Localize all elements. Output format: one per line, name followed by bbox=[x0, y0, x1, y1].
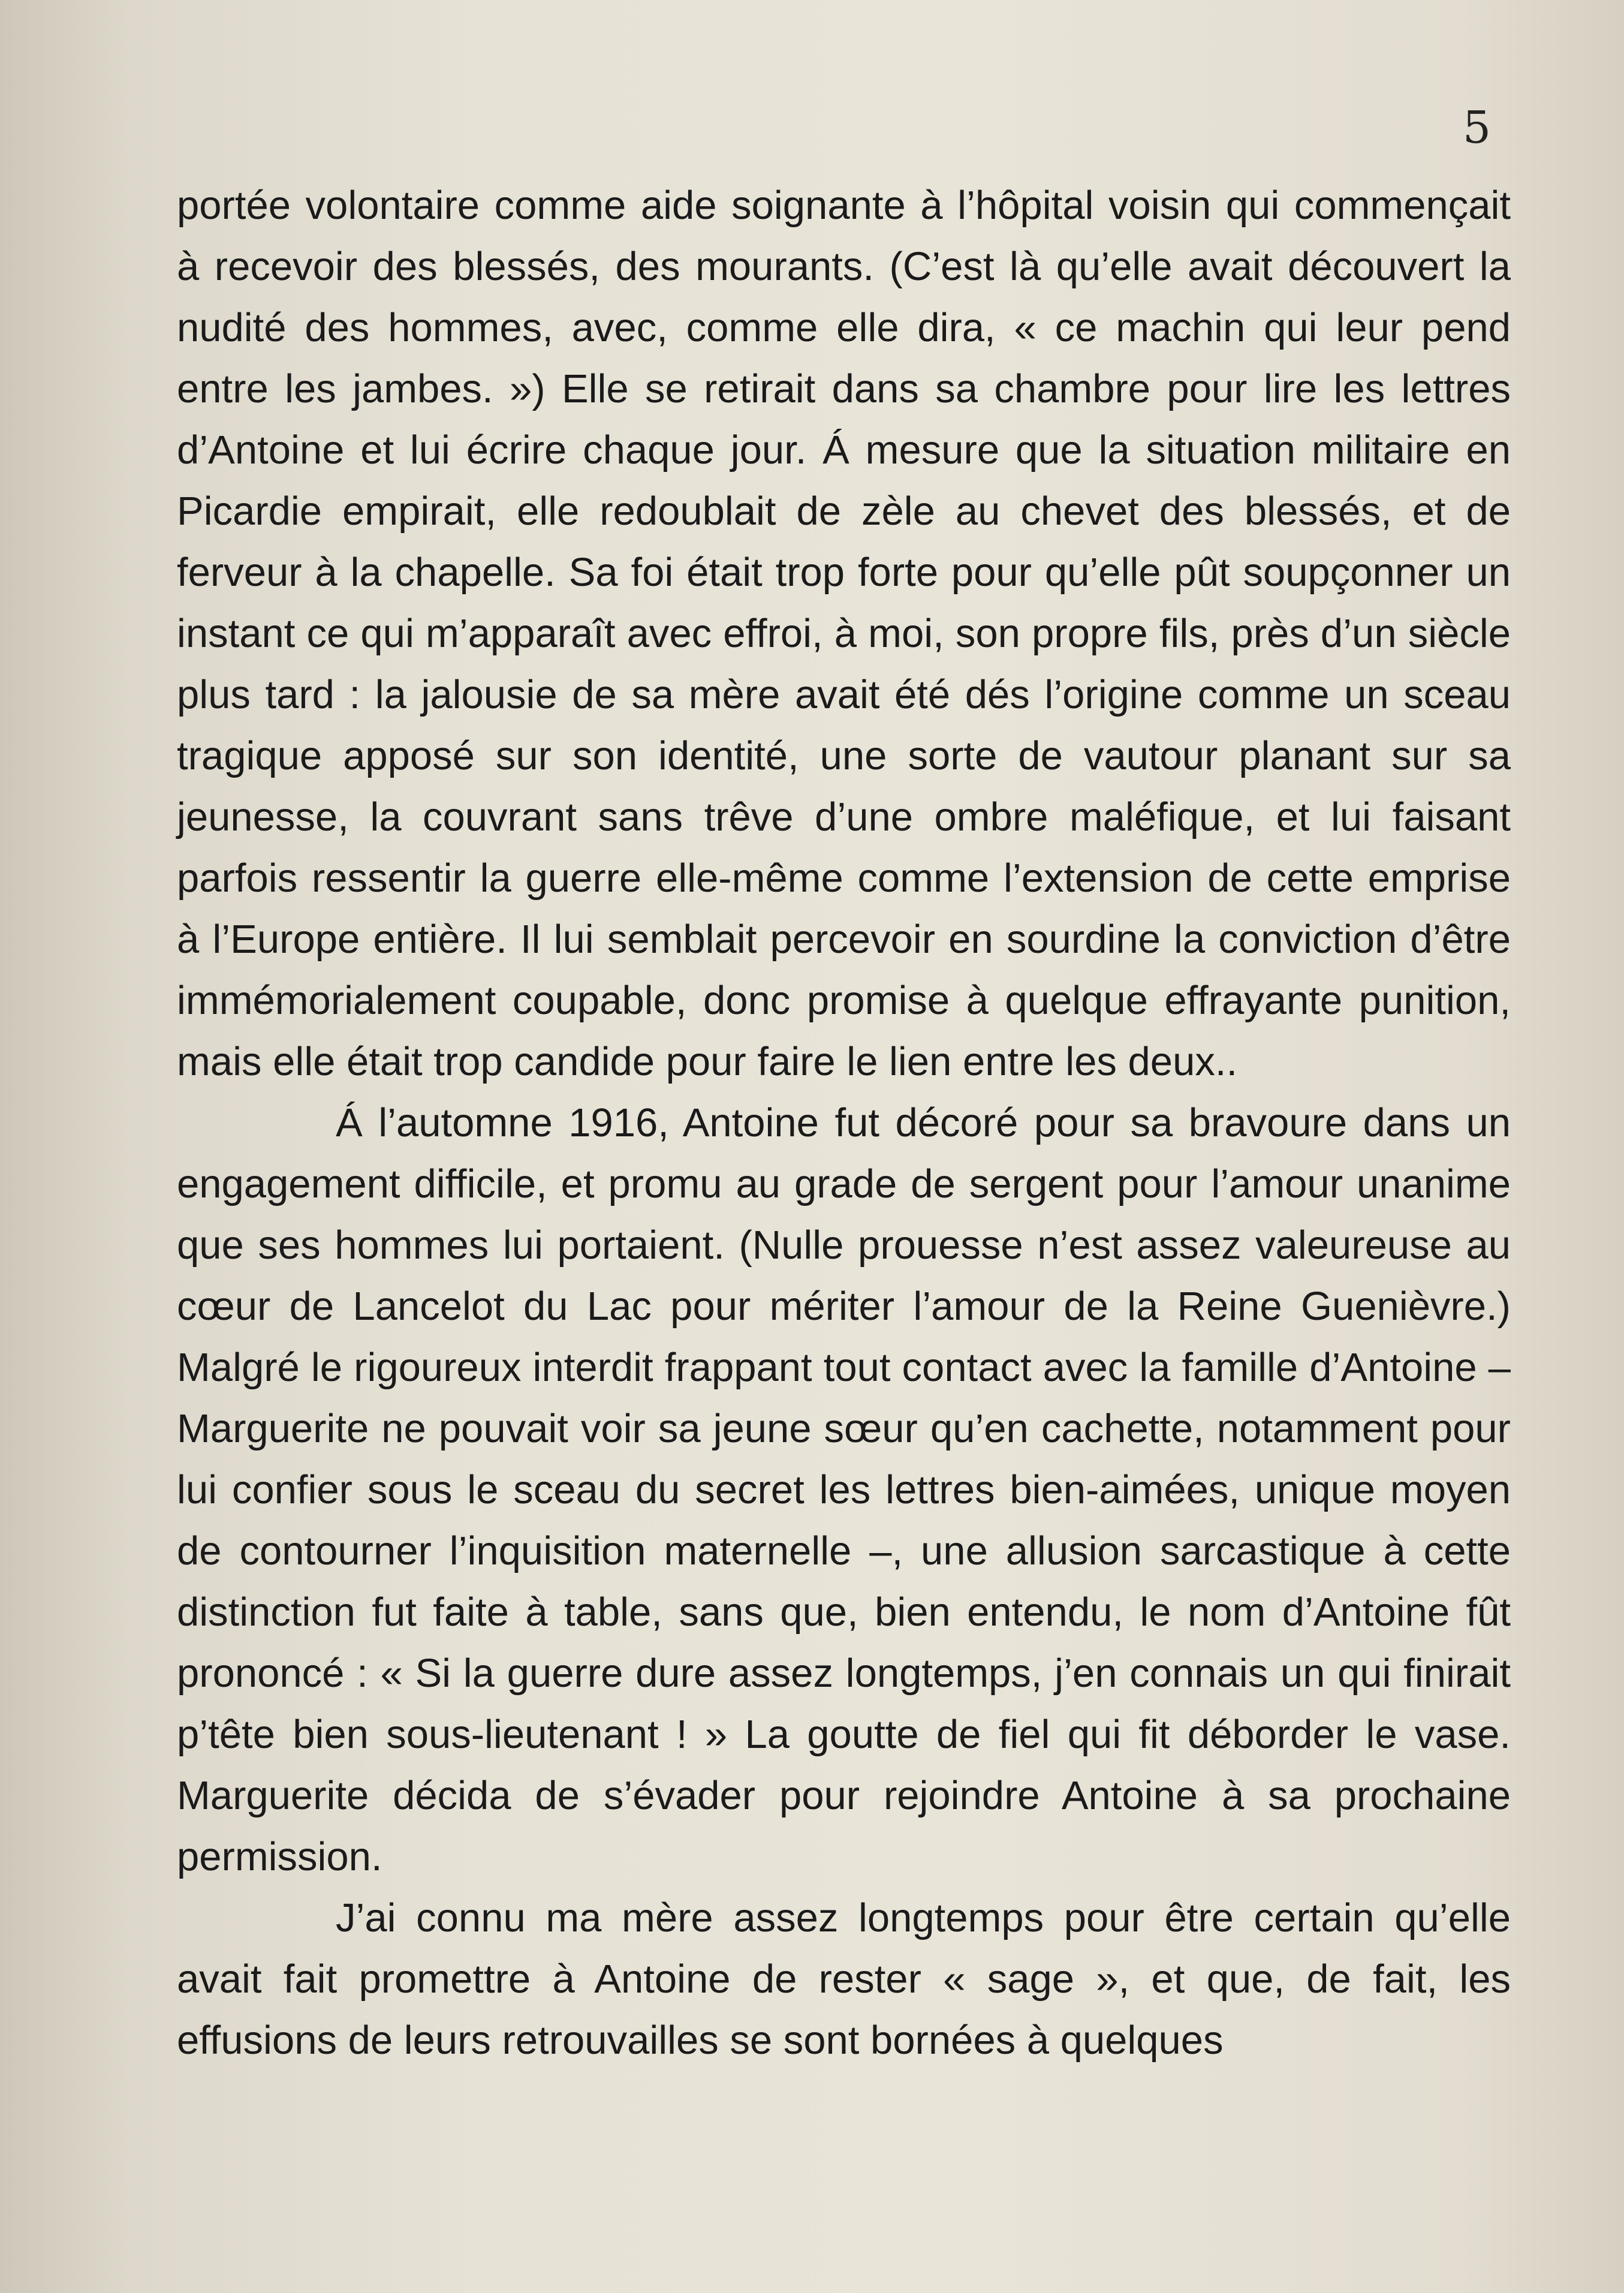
body-text bbox=[177, 175, 1511, 2071]
paragraph-3: J’ai connu ma mère assez longtemps pour être certain qu’elle avait fait promettre à Antoine de rester « sage », et que, de fait, les effusions de leurs retrouvailles se sont bornées à quelques bbox=[177, 1895, 1511, 2063]
paragraph-2: Á l’automne 1916, Antoine fut décoré pour sa bravoure dans un engagement difficile, et promu au grade de sergent pour l’amour unanime que ses hommes lui portaient. (Nulle prouesse n’est assez valeureuse au cœur de Lancelot du Lac pour mériter l’amour de la Reine Guenièvre.) Malgré le rigoureux interdit frappant tout contact avec la famille d’Antoine – Marguerite ne pouvait voir sa jeune sœur qu’en cachette, notamment pour lui confier sous le sceau du secret les lettres bien-aimées, unique moyen de contourner l’inquisition maternelle –, une allusion sarcastique à cette distinction fut faite à table, sans que, bien entendu, le nom d’Antoine fût prononcé : « Si la guerre dure assez longtemps, j’en connais un qui finirait p’tête bien sous-lieutenant ! » La goutte de fiel qui fit déborder le vase. Marguerite décida de s’évader pour rejoindre Antoine à sa prochaine permission. bbox=[177, 1100, 1511, 1879]
paragraph-1: portée volontaire comme aide soignante à l’hôpital voisin qui commençait à recevoir des blessés, des mourants. (C’est là qu’elle avait découvert la nudité des hommes, avec, comme elle dira, « ce machin qui leur pend entre les jambes. ») Elle se retirait dans sa chambre pour lire les lettres d’Antoine et lui écrire chaque jour. Á mesure que la situation militaire en Picardie empirait, elle redoublait de zèle au chevet des blessés, et de ferveur à la chapelle. Sa foi était trop forte pour qu’elle pût soupçonner un instant ce qui m’apparaît avec effroi, à moi, son propre fils, près d’un siècle plus tard : la jalousie de sa mère avait été dés l’origine comme un sceau tragique apposé sur son identité, une sorte de vautour planant sur sa jeunesse, la couvrant sans trêve d’une ombre maléfique, et lui faisant parfois ressentir la guerre elle-même comme l’extension de cette emprise à l’Europe entière. Il lui semblait percevoir en sourdine la conviction d’être immémorialement coupable, donc promise à quelque effrayante punition, mais elle était trop candide pour faire le lien entre les deux.. bbox=[177, 183, 1511, 1084]
page-number: 5 bbox=[1463, 102, 1492, 154]
